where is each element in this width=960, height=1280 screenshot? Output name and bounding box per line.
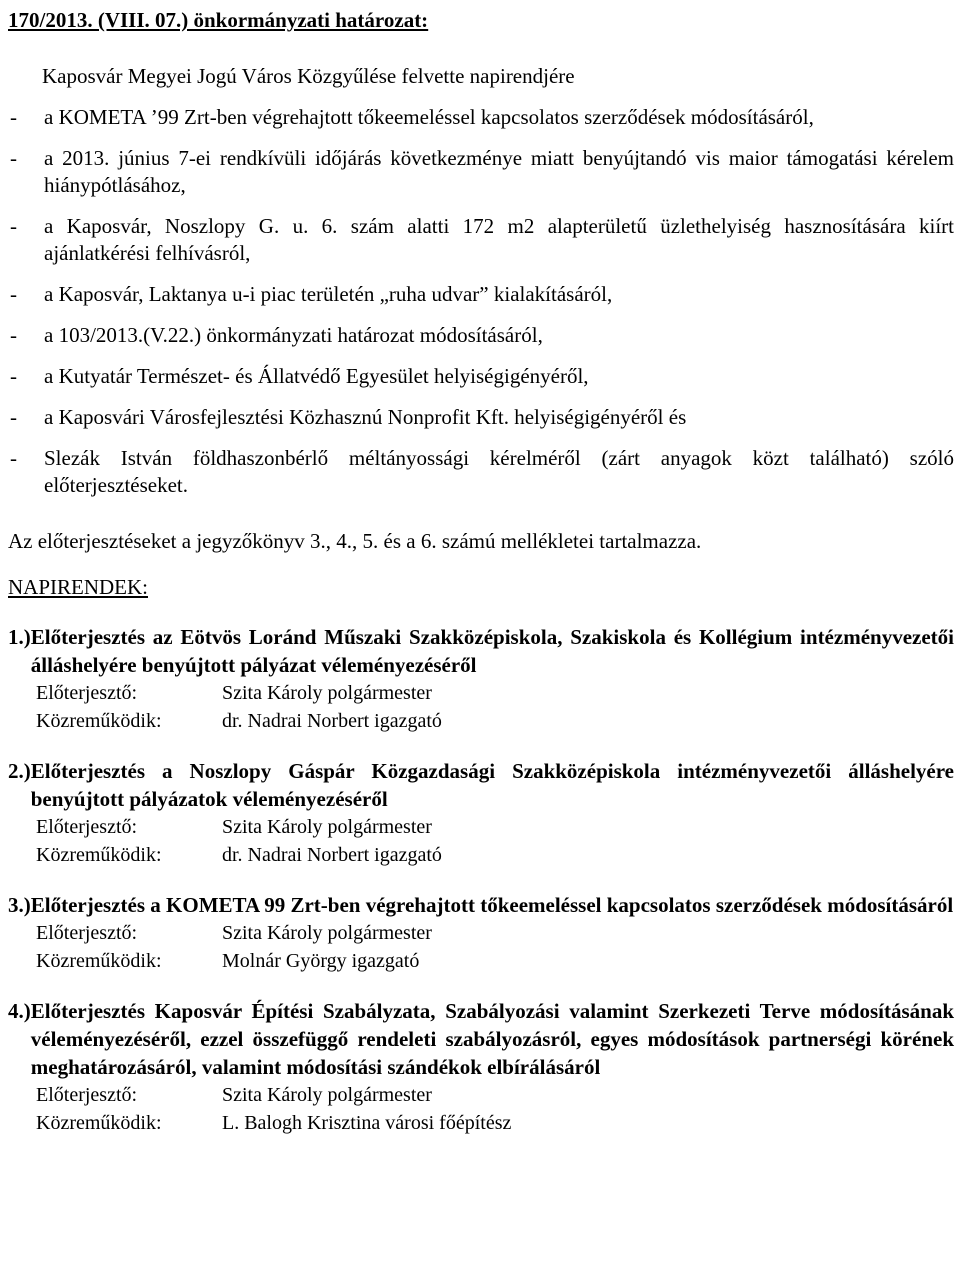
document-page (8, 0, 954, 1159)
agenda-item-text: a Kaposvári Városfejlesztési Közhasznú Nonprofit Kft. helyiségigényéről és (44, 405, 687, 429)
agenda-entry-title-text: Előterjesztés a Noszlopy Gáspár Közgazdasági Szakközépiskola intézményvezetői álláshelyére benyújtott pályázatok véleményezéséről (30, 759, 954, 811)
list-dash: - (10, 105, 17, 129)
agenda-item (8, 322, 954, 349)
intro-text: Kaposvár Megyei Jogú Város Közgyűlése felvette napirendjére (42, 64, 575, 88)
agenda-entry-title (8, 891, 954, 919)
presenter-label: Előterjesztő: (36, 1084, 138, 1106)
presenter-name: Szita Károly polgármester (222, 1084, 432, 1106)
agenda-item-text: Slezák István földhaszonbérlő méltányossági kérelméről (zárt anyagok közt található) szóló előterjesztéseket. (44, 446, 954, 497)
list-dash: - (10, 323, 17, 347)
agenda-item-text: a KOMETA ’99 Zrt-ben végrehajtott tőkeemeléssel kapcsolatos szerződések módosításáról, (44, 105, 814, 129)
agenda-item (8, 445, 954, 499)
agenda-items-section (8, 623, 954, 1137)
list-dash: - (10, 282, 17, 306)
presenter-name: Szita Károly polgármester (222, 922, 432, 944)
agenda-entry-number: 1.) (8, 625, 31, 649)
list-dash: - (10, 214, 17, 238)
agenda-item (8, 363, 954, 390)
attachments-note: Az előterjesztéseket a jegyzőkönyv 3., 4., 5. és a 6. számú mellékletei tartalmazza. (8, 529, 702, 553)
presenter-row (8, 1081, 954, 1109)
contributor-row (8, 1109, 954, 1137)
agenda-entry-number: 2.) (8, 759, 31, 783)
presenter-label: Előterjesztő: (36, 922, 138, 944)
presenter-name: Szita Károly polgármester (222, 816, 432, 838)
contributor-name: dr. Nadrai Norbert igazgató (222, 844, 442, 866)
contributor-label: Közreműködik: (36, 710, 162, 732)
agenda-entry-title (8, 757, 954, 813)
agenda-entry-title (8, 997, 954, 1081)
contributor-row (8, 947, 954, 975)
agenda-item (8, 213, 954, 267)
contributor-name: L. Balogh Krisztina városi főépítész (222, 1112, 512, 1134)
presenter-label: Előterjesztő: (36, 682, 138, 704)
agenda-item-text: a Kutyatár Természet- és Állatvédő Egyesület helyiségigényéről, (44, 364, 589, 388)
agenda-entry-number: 4.) (8, 999, 31, 1023)
agenda-item (8, 281, 954, 308)
agenda-entry-title-text: Előterjesztés a KOMETA 99 Zrt-ben végrehajtott tőkeemeléssel kapcsolatos szerződések módosításáról (30, 893, 954, 917)
agenda-entry (8, 997, 954, 1137)
presenter-row (8, 679, 954, 707)
contributor-row (8, 841, 954, 869)
agenda-entry-title-text: Előterjesztés az Eötvös Loránd Műszaki Szakközépiskola, Szakiskola és Kollégium intézményvezetői álláshelyére benyújtott pályázat véleményezéséről (30, 625, 954, 677)
agenda-item-text: a 103/2013.(V.22.) önkormányzati határozat módosításáról, (44, 323, 543, 347)
contributor-label: Közreműködik: (36, 844, 162, 866)
agenda-entry-title-text: Előterjesztés Kaposvár Építési Szabályzata, Szabályozási valamint Szerkezeti Terve módosításának véleményezéséről, ezzel összefüggő rendeleti szabályozásról, egyes módosítások partnerségi körének meghatározásáról, valamint módosítási szándékok elbírálásáról (30, 999, 954, 1079)
presenter-name: Szita Károly polgármester (222, 682, 432, 704)
napirendek-heading: NAPIRENDEK: (8, 575, 148, 599)
agenda-item-text: a 2013. június 7-ei rendkívüli időjárás következménye miatt benyújtandó vis maior támogatási kérelem hiánypótlásához, (44, 146, 954, 197)
agenda-entry (8, 891, 954, 975)
agenda-item (8, 104, 954, 131)
list-dash: - (10, 364, 17, 388)
resolution-heading: 170/2013. (VIII. 07.) önkormányzati határozat: (8, 8, 429, 32)
agenda-item-text: a Kaposvár, Noszlopy G. u. 6. szám alatti 172 m2 alapterületű üzlethelyiség hasznosítására kiírt ajánlatkérési felhívásról, (44, 214, 954, 265)
agenda-entry (8, 757, 954, 869)
contributor-name: dr. Nadrai Norbert igazgató (222, 710, 442, 732)
presenter-label: Előterjesztő: (36, 816, 138, 838)
presenter-row (8, 919, 954, 947)
contributor-name: Molnár György igazgató (222, 950, 420, 972)
list-dash: - (10, 405, 17, 429)
contributor-label: Közreműködik: (36, 1112, 162, 1134)
list-dash: - (10, 146, 17, 170)
contributor-label: Közreműködik: (36, 950, 162, 972)
contributor-row (8, 707, 954, 735)
agenda-item-text: a Kaposvár, Laktanya u-i piac területén „ruha udvar” kialakításáról, (44, 282, 613, 306)
presenter-row (8, 813, 954, 841)
agenda-item (8, 145, 954, 199)
agenda-entry-number: 3.) (8, 893, 31, 917)
agenda-item (8, 404, 954, 431)
agenda-entry (8, 623, 954, 735)
agenda-entry-title (8, 623, 954, 679)
list-dash: - (10, 446, 17, 470)
agenda-list (8, 104, 954, 499)
